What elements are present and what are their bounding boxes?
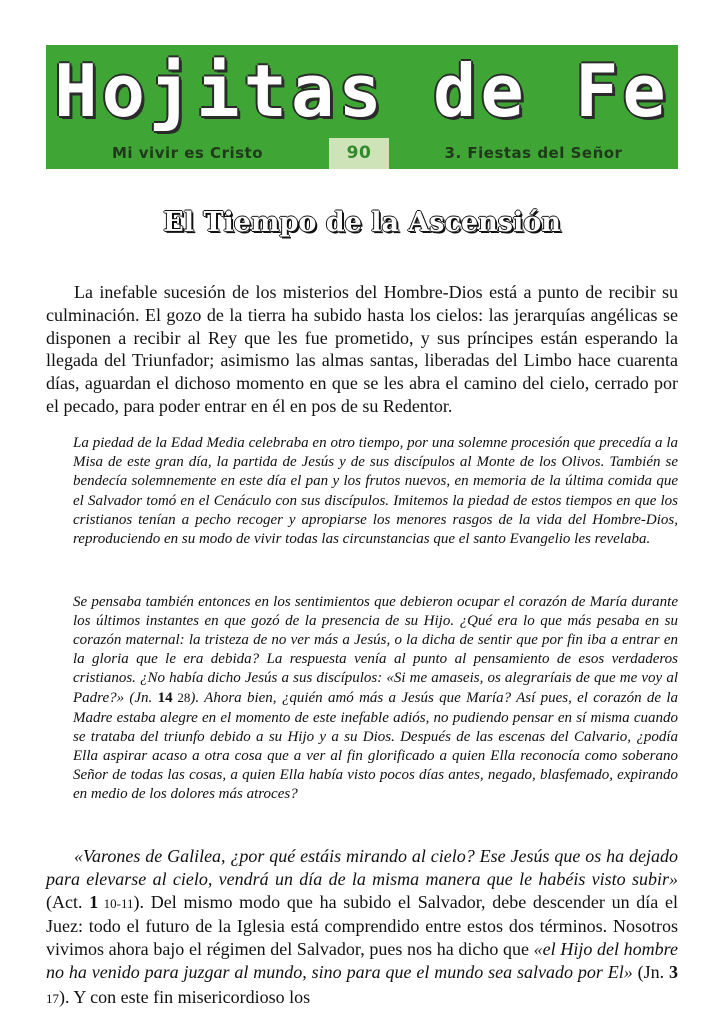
header-strip (46, 138, 678, 169)
series-label: Mi vivir es Cristo (46, 138, 329, 169)
scripture-ref-chapter: 14 (157, 690, 173, 707)
scripture-ref-verse: 10-11 (98, 895, 134, 911)
paragraph-ascension-text: ). Del mismo modo que ha subido el Salvador, debe descender un día el Juez: todo el futuro de la Iglesia está comprendido entre estos dos términos. Nosotros vivimos ahora bajo el régimen del Salvador, pues nos ha dicho que (46, 891, 678, 960)
issue-number: 90 (329, 138, 389, 169)
scripture-ref-chapter: 1 (89, 891, 99, 912)
scripture-ref-chapter: 3 (669, 961, 678, 982)
paragraph-mary-text-b: ). Ahora bien, ¿quién amó más a Jesús que María? Así pues, el corazón de la Madre estaba alegre en el momento de este inefable adiós, no pudiendo pensar en sí misma cuando se trataba del triunfo debido a su Hijo y a su Dios. Después de las escenas del Calvario, ¿podía Ella aspirar acaso a otra cosa que a ver al fin glorificado a quien Ella reconocía como soberano Señor de todas las cosas, a quien Ella había visto pocos días antes, negado, blasfemado, expirando en medio de los dolores más atroces? (73, 690, 678, 802)
scripture-ref-verse: 17 (46, 990, 59, 1006)
scripture-ref-open: (Jn. (632, 961, 669, 982)
section-label: 3. Fiestas del Señor (389, 138, 678, 169)
paragraph-ascension-text-end: ). Y con este fin misericordioso los (59, 986, 311, 1007)
article-title: El Tiempo de la Ascensión (163, 207, 561, 238)
publication-title: Hojitas de Fe (54, 49, 670, 133)
paragraph-mary-text-a: Se pensaba también entonces en los sentimientos que debieron ocupar el corazón de María durante los últimos instantes en que gozó de la presencia de su Hijo. ¿Qué era lo que más pesaba en su corazón maternal: la tristeza de no ver más a Jesús, o la dicha de sentir que por fin iba a entrar en la gloria que le era debida? La respuesta venía al punto al pensamiento de esos verdaderos cristianos. ¿No había dicho Jesús a sus discípulos: «Si me amaseis, os alegraríais de que me voy al Padre?» (Jn. (73, 594, 678, 707)
angels-quote: «Varones de Galilea, ¿por qué estáis mirando al cielo? Ese Jesús que os ha dejado para elevarse al cielo, vendrá un día de la misma manera que le habéis visto subir» (46, 846, 678, 889)
son-of-man-quote: «el Hijo del hombre no ha venido para juzgar al mundo, sino para que el mundo sea salvado por El» (46, 939, 678, 982)
paragraph-intro: La inefable sucesión de los misterios del Hombre-Dios está a punto de recibir su culminación. El gozo de la tierra ha subido hasta los cielos: las jerarquías angélicas se disponen a recibir al Rey que les fue prometido, y sus príncipes están esperando la llegada del Triunfador; asimismo las almas santas, liberadas del Limbo hace cuarenta días, aguardan el dichoso momento en que se les abra el camino del cielo, cerrado por el pecado, para poder entrar en él en pos de su Redentor. (46, 282, 678, 416)
scripture-ref-open: (Act. (46, 891, 90, 912)
paragraph-medieval-piety: La piedad de la Edad Media celebraba en otro tiempo, por una solemne procesión que precedía a la Misa de este gran día, la partida de Jesús y de sus discípulos al Monte de los Olivos. También se bendecía solemnemente en este día el pan y los frutos nuevos, en memoria de la última comida que el Salvador tomó en el Cenáculo con sus discípulos. Imitemos la piedad de estos tiempos en que los cristianos tenían a pecho recoger y apropiarse los menores rasgos de la vida del Hombre-Dios, reproduciendo en su modo de vivir todas las circunstancias que el santo Evangelio les revelaba. (73, 435, 678, 548)
header-banner (46, 45, 678, 169)
scripture-ref-verse: 28 (177, 690, 191, 706)
paragraph-ascension (46, 845, 678, 1011)
paragraph-mary (73, 593, 678, 804)
